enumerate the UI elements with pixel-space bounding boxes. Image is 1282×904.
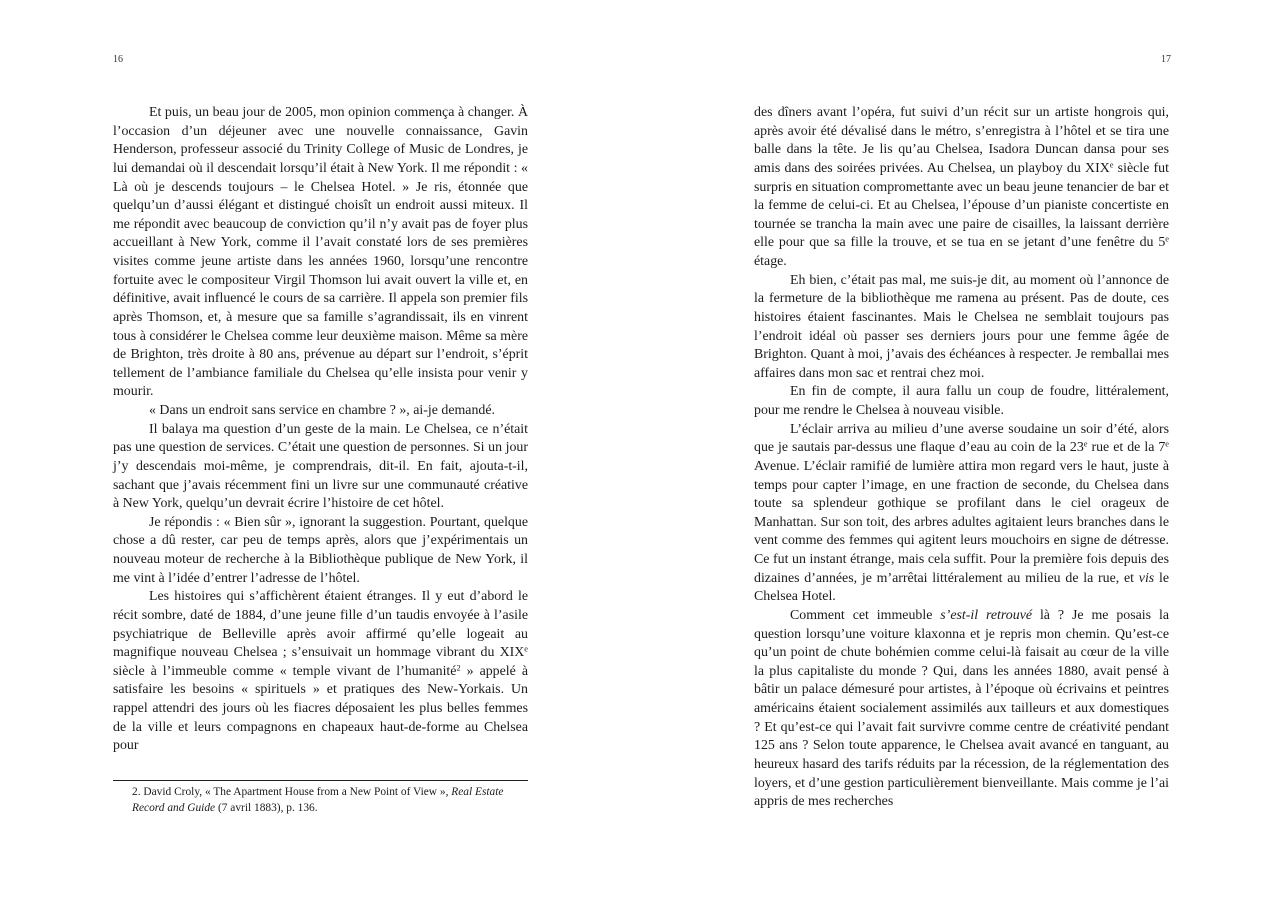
text-run: le Chelsea Hotel.: [754, 570, 1170, 605]
footnote-number: 2.: [132, 786, 141, 798]
text-run: » appelé à satisfaire les besoins « spirituels » et pratiques des New-Yorkais. Un rappel attendri des jours où les fiacres déposaient les plus belles femmes de la ville et leurs compagnons en chapeaux haut-de-forme au Chelsea pour: [113, 663, 528, 754]
text-run: L’éclair arriva au milieu d’une averse soudaine un soir d’été, alors que je sautais par-dessus une flaque d’eau au coin de la 23: [754, 421, 1169, 456]
paragraph: Je répondis : « Bien sûr », ignorant la suggestion. Pourtant, quelque chose a dû rester, car peu de temps après, alors que j’expérimentais un nouveau moteur de recherche à la Bibliothèque publique de New York, il me vint à l’idée d’entrer l’adresse de l’hôtel.: [113, 514, 528, 586]
text-run: siècle à l’immeuble comme « temple vivant de l’humanité: [113, 663, 457, 679]
paragraph: [754, 104, 1169, 272]
footnote-divider: [113, 780, 528, 781]
paragraph: Eh bien, c’était pas mal, me suis-je dit, au moment où l’annonce de la fermeture de la bibliothèque me ramena au présent. Pas de doute, ces histoires étaient fascinantes. Mais le Chelsea ne semblait toujours pas l’endroit idéal où passer ses derniers jours pour une femme âgée de Brighton. Quant à moi, j’avais des échéances à respecter. Je remballai mes affaires dans mon sac et rentrai chez moi.: [754, 272, 1169, 381]
right-page: [641, 0, 1282, 904]
text-run: Avenue. L’éclair ramifié de lumière attira mon regard vers le haut, juste à temps pour capter l’image, en une fraction de seconde, du Chelsea dans toute sa splendeur gothique se profilant dans le ciel orageux de Manhattan. Sur son toit, des arbres adultes agitaient leurs branches dans le vent comme des femmes qui agitent leurs mouchoirs en signe de détresse. Ce fut un instant étrange, mais cela suffit. Pour la première fois depuis des dizaines d’années, je m’arrêtai littéralement au milieu de la rue, et: [754, 458, 1169, 586]
footnote: [113, 785, 528, 816]
superscript: e: [1165, 234, 1169, 244]
footnote-text: (7 avril 1883), p. 136.: [215, 801, 318, 814]
paragraph: [113, 588, 528, 756]
text-run: là ? Je me posais la question lorsqu’une voiture klaxonna et je repris mon chemin. Qu’est-ce qu’un point de chute bohémien comme celui-là faisait au cœur de la ville la plus capitaliste du monde ? Qui, dans les années 1880, avait pensé à bâtir un palace démesuré pour artistes, à l’époque où écrivains et peintres américains étaient socialement assimilés aux tailleurs et aux domestiques ? Et qu’est-ce qui l’avait fait survivre comme centre de créativité pendant 125 ans ? Selon toute apparence, le Chelsea avait avancé en tanguant, au heureux hasard des tarifs réduits par la récession, de la réglementation des loyers, et d’une gestion particulièrement bienveillante. Mais comme je l’ai appris de mes recherches: [754, 607, 1169, 810]
paragraph: [754, 607, 1169, 812]
emphasis: vis: [1138, 570, 1155, 586]
footnote-reference[interactable]: 2: [456, 663, 461, 673]
text-run: étage.: [754, 254, 787, 269]
page-number: 17: [1161, 54, 1171, 65]
superscript: e: [1165, 439, 1169, 449]
text-run: Les histoires qui s’affichèrent étaient étranges. Il y eut d’abord le récit sombre, daté de 1884, d’une jeune fille d’un taudis envoyée à l’asile psychiatrique de Belleville après avoir affirmé qu’elle logeait au magnifique nouveau Chelsea ; s’ensuivait un hommage vibrant du XIX: [113, 589, 528, 661]
emphasis: s’est-il retrouvé: [940, 607, 1033, 623]
text-run: rue et de la 7: [1087, 440, 1166, 456]
paragraph: Il balaya ma question d’un geste de la main. Le Chelsea, ce n’était pas une question de services. C’était une question de personnes. Si un jour j’y descendais moi-même, je comprendrais, dit-il. En fait, ajouta-t-il, sachant que j’avais récemment fini un livre sur une communauté créative à New York, quelqu’un devrait écrire l’histoire de cet hôtel.: [113, 421, 528, 512]
paragraph: En fin de compte, il aura fallu un coup de foudre, littéralement, pour me rendre le Chelsea à nouveau visible.: [754, 384, 1169, 418]
superscript: e: [1083, 439, 1088, 449]
paragraph: Et puis, un beau jour de 2005, mon opinion commença à changer. À l’occasion d’un déjeuner avec une nouvelle connaissance, Gavin Henderson, professeur associé du Trinity College of Music de Londres, je lui demandai où il descendait lorsqu’il était à New York. Il me répondit : « Là où je descends toujours – le Chelsea Hotel. » Je ris, étonnée que quelqu’un d’aussi élégant et distingué choisît un endroit aussi miteux. Il me répondit avec beaucoup de conviction qu’il n’y avait pas de foyer plus accueillant à New York, comme il l’avait constaté lors de ses premières visites comme jeune artiste dans les années 1960, lorsqu’une rencontre fortuite avec le compositeur Virgil Thomson lui avait ouvert la ville et, en définitive, avait influencé le cours de sa carrière. Il appela son premier fils après Thomson, et, à mesure que sa famille s’agrandissait, ils en vinrent tous à considérer le Chelsea comme leur deuxième maison. Même sa mère de Brighton, très droite à 80 ans, prévenue au départ sur l’endroit, s’éprit tellement de l’ambiance familiale du Chelsea qu’elle insista pour venir y mourir.: [113, 105, 528, 400]
footnote-title: Real Estate Record and Guide: [132, 786, 504, 814]
footnote-text: David Croly, « The Apartment House from a New Point of View »,: [140, 786, 452, 798]
page-number: 16: [113, 54, 123, 65]
text-run: siècle fut surpris en situation compromettante avec un beau jeune tenancier de bar et la femme de celui-ci. Et au Chelsea, l’épouse d’un pianiste concertiste en tournée se trancha la main avec une paire de cisailles, la laissant derrière elle pour que sa fille la trouve, et se tua en se jetant d’une fenêtre du 5: [754, 160, 1169, 251]
paragraph: [754, 421, 1169, 607]
superscript: e: [524, 644, 528, 654]
body-text: [113, 104, 528, 756]
text-run: des dîners avant l’opéra, fut suivi d’un récit sur un artiste hongrois qui, après avoir été dévalisé dans le métro, s’enregistra à l’hôtel et se tira une balle dans la tête. Je lis qu’au Chelsea, Isadora Duncan dansa pour ses amis dans des soirées privées. Au Chelsea, un playboy du XIX: [754, 105, 1169, 176]
paragraph: « Dans un endroit sans service en chambre ? », ai-je demandé.: [149, 403, 495, 418]
text-run: Comment cet immeuble: [790, 607, 941, 623]
superscript: e: [1109, 160, 1114, 170]
body-text: [754, 104, 1169, 812]
